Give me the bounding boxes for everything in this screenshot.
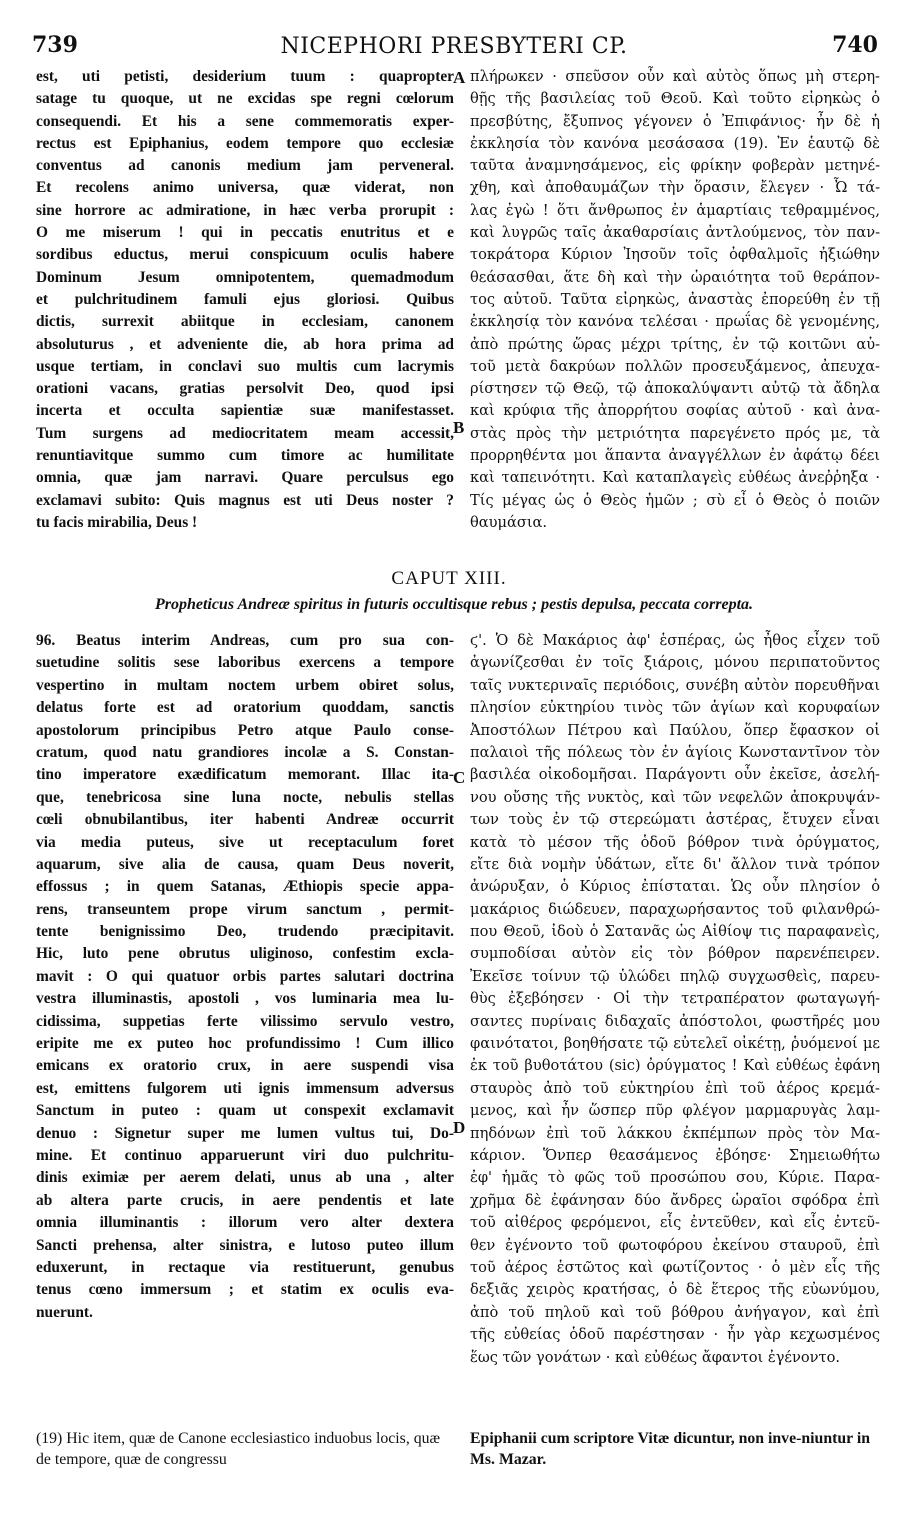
greek-text-line: μενος, καὶ ἦν ὥσπερ πῦρ φλέγον μαρμαρυγὰς λαμ- [470,1102,880,1120]
latin-text-line: conventus ad canonis medium jam perveneral. [36,157,454,175]
greek-text-line: στὰς πρὸς τὴν μετριότητα παρεγένετο πρός με, τὰ [470,424,880,442]
greek-text-line: τοῦ μετὰ δακρύων πολλῶν προσευξάμενος, ἀπευχα- [470,357,880,375]
latin-text-line: cratum, quod natu grandiores incolæ a S. Constan- [36,743,454,761]
latin-text-line: orationi vacans, gratias persolvit Deo, quod ipsi [36,380,454,398]
greek-text-line: καὶ κρύφια τῆς ἀπορρήτου σοφίας αὐτοῦ · καὶ ἀνα- [470,402,880,420]
latin-text-line: mine. Et continuo apparuerunt viri duo pulchritu- [36,1146,454,1164]
latin-text-line: rens, transeuntem prope virum sanctum , permit- [36,900,454,918]
latin-text-line: et pulchritudinem famuli ejus gloriosi. Quibus [36,290,454,308]
latin-text-line: effossus ; in quem Satanas, Æthiopis specie appa- [36,878,454,896]
latin-text-line: dinis eximiæ per aerem delati, unus ab una , alter [36,1169,454,1187]
footnote-right [470,1428,880,1470]
margin-marker-a: A [453,68,466,87]
latin-text-line: rectus est Epiphanius, eodem tempore quo ecclesiæ [36,134,454,152]
greek-text-line: πλήρωκεν · σπεῦσον οὖν καὶ αὐτὸς ὅπως μὴ στερη- [470,68,880,85]
latin-text-line: nuerunt. [36,1303,93,1321]
greek-text-line: εἴτε διὰ νομὴν ὑδάτων, εἴτε δι' ἄλλον τινὰ τρόπον [470,855,880,873]
greek-text-line: Τίς μέγας ὡς ὁ Θεὸς ἡμῶν ; σὺ εἶ ὁ Θεὸς ὁ ποιῶν [470,491,880,509]
latin-text-line: cidissima, suppetias ferte vilissimo servulo vestro, [36,1012,454,1030]
greek-text-line: ταῖς νυκτεριναῖς περιόδοις, συνέβη αὐτὸν πορευθῆναι [470,676,880,694]
latin-text-line: sine horrore ac admiratione, in hæc verba prorupit : [36,201,454,219]
greek-text-line: τοῦ αἰθέρος φερόμενοι, εἷς ἐντεῦθεν, καὶ εἷς ἐντεῦ- [470,1214,880,1232]
greek-text-line: που Θεοῦ, ἰδοὺ ὁ Σατανᾶς ὡς Αἰθίοψ τις παραφανεὶς, [470,923,880,941]
greek-text-line: δεξιᾶς χειρὸς κρατήσας, ὁ δὲ ἕτερος τῆς εὐωνύμου, [470,1281,880,1299]
latin-text-line: omnia, quæ jam narravi. Quare perculsus ego [36,469,454,487]
latin-text-line: aquarum, sive alia de causa, quam Deus noverit, [36,855,454,873]
latin-text-line: vespertino in multam noctem urbem obiret solus, [36,676,454,694]
latin-text-line: ab altera parte crucis, in aere pendentis et late [36,1191,454,1209]
latin-text-line: omnia illuminantis : illorum vero alter dextera [36,1214,454,1232]
latin-text-line: 96. Beatus interim Andreas, cum pro sua con- [36,632,454,649]
latin-text-line: que, tenebricosa sine luna nocte, nebulis stellas [36,788,454,806]
latin-text-line: delatus forte est ad oratorium quoddam, sanctis [36,699,454,717]
latin-text-line: Sancti prehensa, alter sinistra, e lutoso puteo illum [36,1236,454,1254]
greek-text-line: τῆς εὐθείας ὁδοῦ παρέστησαν · ἦν γὰρ κεχωσμένος [470,1326,880,1344]
greek-text-line: βασιλέα οἰκοδομῆσαι. Παράγοντι οὖν ἐκεῖσε, ἀσελή- [470,766,880,784]
margin-marker-c: C [453,768,466,787]
footnote-line: Epiphanii cum scriptore Vitæ dicuntur, non inve- [470,1430,802,1447]
greek-text-line: θεάσασθαι, ἅτε δὴ καὶ τὴν ὡραιότητα τοῦ θεράπον- [470,268,880,286]
greek-text-line: χρῆμα δὲ ἐφάνησαν δύο ἄνδρες ὡραῖοι σφόδρα ἐπὶ [470,1191,880,1209]
body-greek-column [470,630,880,1369]
greek-text-line: παλαιοὶ τῆς πόλεως τὸν ἐν ἁγίοις Κωνσταντῖνον τὸν [470,743,880,761]
greek-text-line: λας ἐγὼ ! ὅτι ἄνθρωπος ἐν ἁμαρτίαις τεθραμμένος, [470,201,880,219]
greek-text-line: ἀνώρυξαν, ὁ Κύριος ἐπίσταται. Ὡς οὖν πλησίον ὁ [470,878,880,896]
greek-text-line: τος αὐτοῦ. Ταῦτα εἰρηκὼς, ἀναστὰς ἐπορεύθη ἐν τῇ [470,290,880,308]
greek-text-line: συμποδίσαι αὐτὸν εἰς τὸν βόθρον παρενέπειρεν. [470,945,880,963]
latin-text-line: Tum surgens ad mediocritatem meam accessit, [36,424,454,442]
top-latin-column [36,66,454,534]
footnote-line: duobus locis, quæ de tempore, quæ de congressu [36,1430,441,1468]
greek-text-line: νου οὔσης τῆς νυκτὸς, καὶ τῶν νεφελῶν ἀποκρυψάν- [470,788,880,806]
greek-text-line: πρεσβύτης, ἔξυπνος γέγονεν ὁ Ἐπιφάνιος· ἦν δὲ ἡ [470,112,880,130]
greek-text-line: πλησίον εὐκτηρίου τινὸς τῶν ἁγίων καὶ κορυφαίων [470,699,880,717]
latin-text-line: mavit : O qui quatuor orbis partes salutari doctrina [36,967,454,985]
greek-text-line: ταῦτα ἀναμνησάμενος, εἰς φρίκην φοβερὰν μετηνέ- [470,157,880,175]
latin-text-line: eduxerunt, in rectaque via restituerunt, genubus [36,1258,454,1276]
latin-text-line: cœli obnubilantibus, iter habenti Andreæ occurrit [36,811,454,829]
margin-marker-d: D [453,1118,466,1137]
greek-text-line: ἐφ' ἡμᾶς τὸ φῶς τοῦ προσώπου σου, Κύριε. Παρα- [470,1169,880,1187]
latin-text-line: satage tu quoque, ut ne excidas spe regni cœlorum [36,90,454,108]
greek-text-line: ἕως τῶν γονάτων · καὶ εὐθέως ἄφαντοι ἐγένοντο. [470,1348,841,1366]
latin-text-line: dictis, surrexit abiitque in ecclesiam, canonem [36,313,454,331]
latin-text-line: absoluturus , et adveniente die, ab hora prima ad [36,335,454,353]
greek-text-line: μακάριος διώδευεν, παραχωρήσαντος τοῦ φιλανθρώ- [470,900,880,918]
greek-text-line: κατὰ τὸ μέσον τῆς ὁδοῦ βόθρον τινὰ ὀρύγματος, [470,833,880,851]
greek-text-line: ρίστησεν τῷ Θεῷ, τῷ ἀποκαλύψαντι αὐτῷ τὰ ἄδηλα [470,380,880,398]
greek-text-line: θαυμάσια. [470,513,548,531]
greek-text-line: θεν ἐγένοντο τοῦ φωτοφόρου ἐκείνου σταυροῦ, ἐπὶ [470,1236,880,1254]
latin-text-line: usque tertiam, in conclavi suo multis cum lacrymis [36,357,454,375]
latin-text-line: emicans ex oratorio crux, in aere suspendi visa [36,1057,454,1075]
greek-text-line: ἐκκλησία τὸν κανόνα μεσάσασα (19). Ἐν ἑαυτῷ δὲ [470,134,880,152]
margin-marker-b: B [453,418,465,437]
greek-text-line: ἀπὸ τοῦ πηλοῦ καὶ τοῦ βόθρου ἀνήγαγον, καὶ ἐπὶ [470,1303,880,1321]
latin-text-line: est, uti petisti, desiderium tuum : quapropter [36,68,454,85]
latin-text-line: consequendi. Et his a sene commemoratis exper- [36,112,454,130]
page-header [30,32,878,62]
greek-text-line: ἀπὸ πρώτης ὥρας μέχρι τρίτης, ἐν τῷ κοιτῶνι αὐ- [470,335,880,353]
latin-text-line: via media puteus, sive ut receptaculum foret [36,833,454,851]
body-latin-column [36,630,454,1324]
greek-text-line: θῇς τῆς βασιλείας τοῦ Θεοῦ. Καὶ τοῦτο εἰρηκὼς ὁ [470,90,880,108]
greek-text-line: πηδόνων ἐπὶ τοῦ λάκκου ἐκπέμπων πρὸς τὸν Μα- [470,1124,880,1142]
greek-text-line: ἐκ τοῦ βυθοτάτου (sic) ὀρύγματος ! Καὶ εὐθέως ἐφάνη [470,1057,880,1075]
chapter-subtitle: Propheticus Andreæ spiritus in futuris occultisque rebus ; pestis depulsa, peccata correpta. [154,596,754,613]
greek-text-line: καὶ λυγρῶς ταῖς ἀκαθαρσίαις ἀντλούμενος, τὸν παν- [470,224,880,242]
greek-text-line: κάριον. Ὅνπερ θεασάμενος ἐβόησε· Σημειωθήτω [470,1146,880,1164]
latin-text-line: exclamavi subito: Quis magnus est uti Deus noster ? [36,491,454,509]
latin-text-line: O me miserum ! qui in peccatis enutritus et e [36,224,454,242]
latin-text-line: vestra illuminastis, apostoli , vos luminaria mea lu- [36,990,454,1008]
latin-text-line: sordibus eductus, merui conspicuum oculis habere [36,246,454,264]
footnote-left [36,1428,454,1470]
greek-text-line: χθη, καὶ ἀποθαυμάζων τὴν ὅρασιν, ἔλεγεν · Ὦ τά- [470,179,880,197]
greek-text-line: σταυρὸς ἀπὸ τοῦ εὐκτηρίου ἐπὶ τοῦ ἀέρος κρεμά- [470,1079,880,1097]
greek-text-line: φαινότατοι, βοηθήσατε τῷ εὐτελεῖ οἰκέτῃ, ῥυόμενοί με [470,1035,880,1053]
latin-text-line: tino imperatore exædificatum memorant. Illac ita- [36,766,454,784]
greek-text-line: καὶ ταπεινότητι. Καὶ καταπλαγεὶς εὐθέως ἀνεῤῥηξα · [470,469,880,487]
latin-text-line: denuo : Signetur super me lumen vultus tui, Do- [36,1124,454,1142]
latin-text-line: Sanctum in puteo : quam ut conspexit exclamavit [36,1102,454,1120]
greek-text-line: ἐκκλησίᾳ τὸν κανόνα τελέσαι · πρωΐας δὲ γενομένης, [470,313,880,331]
latin-text-line: apostolorum principibus Petro atque Paulo conse- [36,721,454,739]
latin-text-line: tenus cœno immersum ; et statim ex oculis eva- [36,1281,454,1299]
latin-text-line: renuntiavitque summo cum timore ac humilitate [36,447,454,465]
latin-text-line: Hic, luto pene obrutus uliginoso, confestim excla- [36,945,454,963]
page-number-right: 740 [832,32,878,58]
greek-text-line: ἀγωνίζεσθαι ἐν τοῖς ξιάροις, μόνου περιπατοῦντος [470,654,880,672]
running-title: NICEPHORI PRESBYTERI CP. [280,34,628,59]
greek-text-line: προρρηθέντα μοι ἅπαντα ἀναγγέλλων ἐν ἀφάτῳ δέει [470,447,880,465]
chapter-title: CAPUT XIII. [391,568,507,589]
top-greek-column [470,66,880,534]
greek-text-line: Ἐκεῖσε τοίνυν τῷ ὑλώδει πηλῷ συγχωσθεὶς, παρευ- [470,967,880,985]
latin-text-line: Dominum Jesum omnipotentem, quemadmodum [36,268,454,286]
latin-text-line: tente benignissimo Deo, trudendo præcipitavit. [36,923,454,941]
footnote-line: (19) Hic item, quæ de Canone ecclesiastico in [36,1430,327,1447]
latin-text-line: est, emittens fulgorem uti ignis immensum adversus [36,1079,454,1097]
latin-text-line: incerta et occulta sapientiæ suæ manifestasset. [36,402,454,420]
page-number-left: 739 [32,32,78,58]
greek-text-line: θὺς ἐξεβόησεν · Οἱ τὴν τετραπέρατον φωταγωγή- [470,990,880,1008]
latin-text-line: Et recolens animo universa, quæ viderat, non [36,179,454,197]
greek-text-line: τοῦ ἀέρος ἑστῶτος καὶ φωτίζοντος · ὁ μὲν εἷς τῆς [470,1258,880,1276]
greek-text-line: των τοὺς ἐν τῷ στερεώματι ἀστέρας, ἔτυχεν εἶναι [470,811,880,829]
greek-text-line: σαντες πυρίναις διδαχαῖς ἀπόστολοι, φωστῆρές μου [470,1012,880,1030]
latin-text-line: eripite me ex puteo hoc profundissimo ! Cum illico [36,1035,454,1053]
footnote-line: niuntur in Ms. Mazar. [470,1430,871,1468]
latin-text-line: tu facis mirabilia, Deus ! [36,513,198,531]
greek-text-line: ϛ'. Ὁ δὲ Μακάριος ἀφ' ἑσπέρας, ὡς ἦθος εἶχεν τοῦ [470,632,880,649]
latin-text-line: suetudine solitis sese laboribus exercens a tempore [36,654,454,672]
greek-text-line: Ἀποστόλων Πέτρου καὶ Παύλου, ὅπερ ἔφασκον οἱ [470,721,880,739]
greek-text-line: τοκράτορα Κύριον Ἰησοῦν τοῖς ὀφθαλμοῖς ἠξιώθην [470,246,880,264]
